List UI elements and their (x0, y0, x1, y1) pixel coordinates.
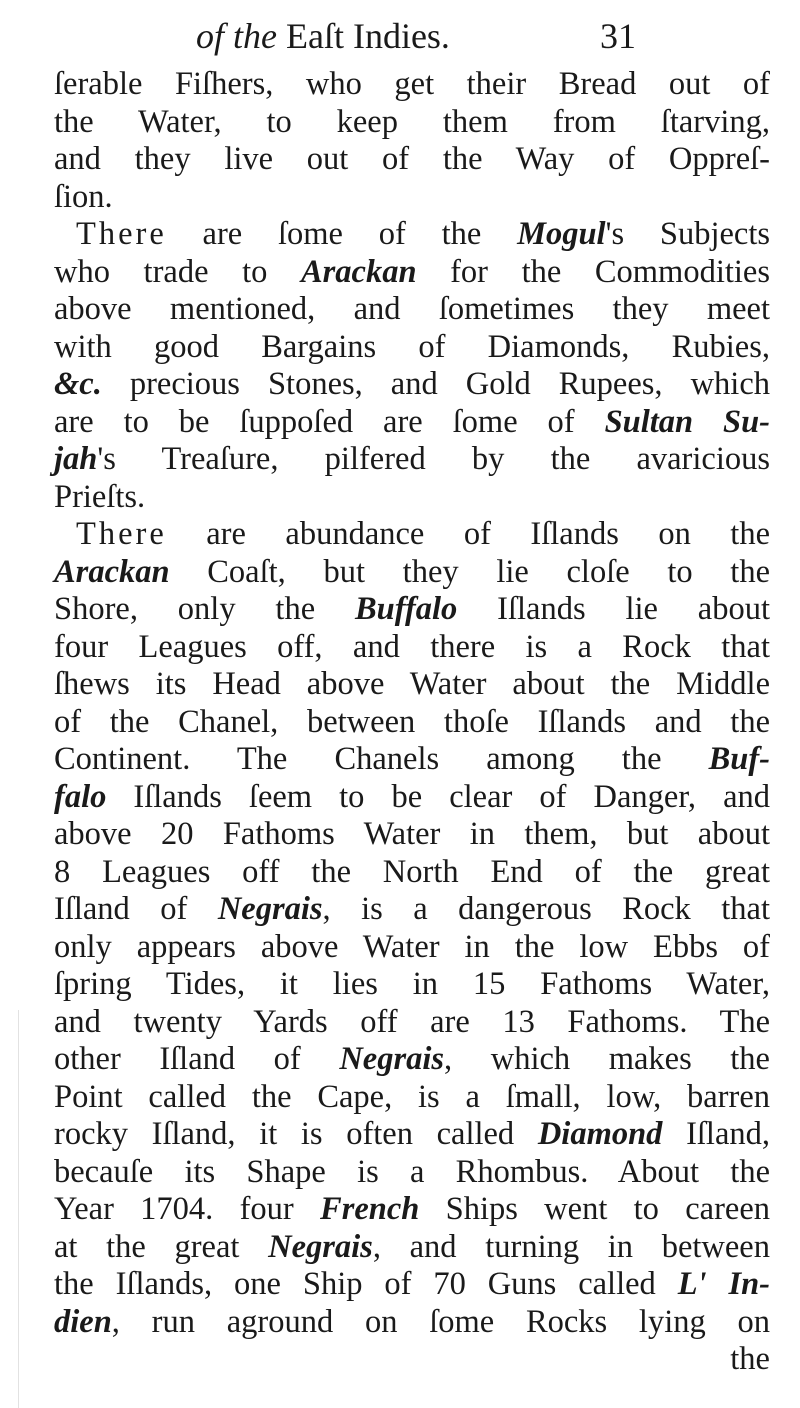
text-line (54, 1116, 770, 1154)
text-line (54, 1304, 770, 1342)
text-segment: are to be ſuppoſed are ſome of (54, 403, 605, 440)
page-gutter-shadow (18, 1010, 19, 1408)
text-segment: only appears above Water in the low Ebbs of (54, 928, 770, 965)
text-line (54, 779, 770, 817)
text-segment: ſhews its Head above Water about the Middle (54, 666, 770, 702)
text-line (54, 1191, 770, 1229)
text-segment: , is a dangerous Rock that (322, 891, 770, 927)
italic-text: Arackan (300, 253, 417, 290)
text-segment: Iſlands ſeem to be clear of Danger, and (106, 778, 770, 815)
text-segment: are abundance of Iſlands on the (166, 516, 770, 552)
text-line (54, 366, 770, 404)
text-line (54, 554, 770, 592)
text-segment: , which makes the (444, 1041, 770, 1077)
text-segment: precious Stones, and Gold Rupees, which (101, 366, 770, 402)
text-segment: with good Bargains of Diamonds, Rubies, (54, 328, 770, 365)
text-segment: 's Treaſure, pilfered by the avaricious (97, 441, 770, 477)
text-segment: Year 1704. four (54, 1191, 321, 1227)
text-line (54, 441, 770, 479)
text-segment: the Water, to keep them from ſtarving, (54, 103, 770, 140)
text-segment: Prieſts. (54, 478, 146, 515)
running-head-prefix: of the (196, 16, 277, 56)
text-segment: and they live out of the Way of Oppreſ- (54, 141, 770, 177)
text-line (54, 591, 770, 629)
italic-text: Diamond (537, 1116, 663, 1152)
running-head (196, 8, 636, 64)
small-caps-text: There (76, 216, 167, 252)
text-line (54, 1229, 770, 1267)
italic-text: Negrais (268, 1228, 373, 1265)
italic-text: Arackan (54, 553, 170, 590)
text-line (54, 1041, 770, 1079)
text-segment: Iſland of (54, 891, 218, 927)
text-line (54, 1341, 770, 1379)
italic-text: Buf- (708, 741, 770, 777)
text-line (54, 1004, 770, 1042)
text-line (54, 329, 770, 367)
text-segment: who trade to (54, 253, 301, 290)
text-segment: Shore, only the (54, 591, 355, 627)
text-line (54, 629, 770, 667)
text-line (54, 66, 770, 104)
text-line (54, 516, 770, 554)
text-segment: at the great (54, 1228, 269, 1265)
text-segment: ſpring Tides, it lies in 15 Fathoms Water, (54, 966, 770, 1002)
text-segment: Coaſt, but they lie cloſe to the (169, 553, 770, 590)
text-segment: the Iſlands, one Ship of 70 Guns called (54, 1266, 678, 1302)
text-line (54, 179, 770, 217)
text-segment: above mentioned, and ſometimes they meet (54, 291, 770, 327)
text-line (54, 929, 770, 967)
text-segment: ſerable Fiſhers, who get their Bread out of (54, 66, 770, 102)
text-segment: and twenty Yards off are 13 Fathoms. The (54, 1003, 770, 1040)
text-segment: 8 Leagues off the North End of the great (54, 853, 770, 890)
italic-text: L' In- (677, 1266, 771, 1302)
text-segment: Ships went to careen (419, 1191, 770, 1227)
small-caps-text: There (76, 516, 167, 552)
text-line (54, 254, 770, 292)
text-segment: above 20 Fathoms Water in them, but about (54, 816, 770, 852)
text-line (54, 741, 770, 779)
text-line (54, 666, 770, 704)
text-segment: rocky Iſland, it is often called (54, 1116, 538, 1152)
text-line (54, 1154, 770, 1192)
italic-text: Negrais (339, 1041, 445, 1077)
italic-text: Buffalo (354, 591, 458, 627)
text-segment: are ſome of the (166, 216, 518, 252)
body-text (54, 66, 770, 1379)
italic-text: &c. (54, 366, 102, 402)
text-line (54, 479, 770, 517)
text-line (54, 816, 770, 854)
italic-text: falo (54, 778, 107, 815)
text-line (54, 891, 770, 929)
text-segment: , and turning in between (372, 1228, 770, 1265)
text-line (54, 966, 770, 1004)
text-segment: Iſland, (662, 1116, 771, 1152)
text-line (54, 216, 770, 254)
text-segment: other Iſland of (54, 1041, 340, 1077)
text-line (54, 704, 770, 742)
text-segment: Iſlands lie about (457, 591, 770, 627)
text-segment: of the Chanel, between thoſe Iſlands and the (54, 703, 770, 740)
text-segment: Point called the Cape, is a ſmall, low, barren (54, 1078, 770, 1115)
text-line (54, 104, 770, 142)
text-segment: , run aground on ſome Rocks lying on (111, 1303, 770, 1340)
text-line (54, 854, 770, 892)
text-segment: Continent. The Chanels among the (54, 741, 709, 777)
italic-text: Negrais (217, 891, 323, 927)
text-segment: four Leagues off, and there is a Rock that (54, 628, 770, 665)
running-head-title: Eaſt Indies. (285, 16, 450, 56)
italic-text: dien (54, 1303, 112, 1340)
text-segment: 's Subjects (605, 216, 770, 252)
text-line (54, 141, 770, 179)
text-line (54, 291, 770, 329)
page-number: 31 (600, 16, 636, 56)
text-line (54, 1079, 770, 1117)
text-segment: the (730, 1341, 770, 1377)
text-segment: ſion. (54, 178, 113, 215)
text-line (54, 404, 770, 442)
italic-text: Mogul (517, 216, 606, 252)
text-line (54, 1266, 770, 1304)
italic-text: jah (54, 441, 98, 477)
italic-text: Sultan Su- (604, 403, 770, 440)
italic-text: French (320, 1191, 420, 1227)
text-segment: becauſe its Shape is a Rhombus. About the (54, 1153, 770, 1190)
text-segment: for the Commodities (416, 253, 770, 290)
